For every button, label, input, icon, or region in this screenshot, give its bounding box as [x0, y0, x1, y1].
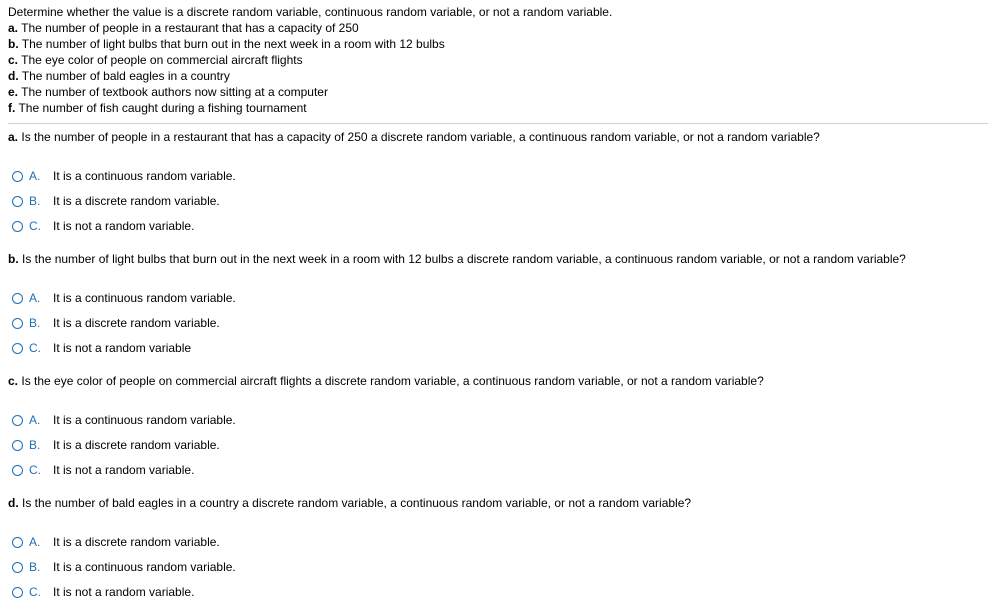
- radio-button[interactable]: [12, 465, 23, 476]
- intro-item-text: The number of fish caught during a fishing tournament: [18, 101, 307, 115]
- question-a-option-b[interactable]: [12, 192, 220, 210]
- question-b: [8, 251, 906, 267]
- intro-item: [8, 52, 988, 68]
- option-letter: A.: [29, 535, 41, 549]
- radio-button[interactable]: [12, 221, 23, 232]
- intro-item-letter: e.: [8, 85, 19, 99]
- option-text: It is a discrete random variable.: [53, 316, 220, 330]
- radio-button[interactable]: [12, 293, 23, 304]
- option-text: It is not a random variable.: [53, 219, 195, 233]
- option-letter: B.: [29, 194, 41, 208]
- intro-item-letter: f.: [8, 101, 16, 115]
- question-letter: b.: [8, 252, 19, 266]
- question-d-option-a[interactable]: [12, 533, 220, 551]
- question-c-option-a[interactable]: [12, 411, 236, 429]
- intro-item-text: The number of people in a restaurant that has a capacity of 250: [21, 21, 359, 35]
- option-text: It is not a random variable: [53, 341, 192, 355]
- radio-button[interactable]: [12, 171, 23, 182]
- intro-item-text: The eye color of people on commercial aircraft flights: [21, 53, 303, 67]
- intro-item-letter: b.: [8, 37, 19, 51]
- question-letter: a.: [8, 130, 19, 144]
- option-text: It is a continuous random variable.: [53, 169, 236, 183]
- question-letter: c.: [8, 374, 19, 388]
- intro-item: [8, 100, 988, 116]
- question-text: Is the number of bald eagles in a country a discrete random variable, a continuous random variable, or not a random variable?: [22, 496, 692, 510]
- question-a: [8, 129, 820, 145]
- option-letter: C.: [29, 341, 41, 355]
- intro-item-text: The number of light bulbs that burn out in the next week in a room with 12 bulbs: [21, 37, 445, 51]
- radio-button[interactable]: [12, 318, 23, 329]
- option-letter: A.: [29, 169, 41, 183]
- intro-item: [8, 84, 988, 100]
- question-a-option-a[interactable]: [12, 167, 236, 185]
- radio-button[interactable]: [12, 587, 23, 598]
- question-text: Is the eye color of people on commercial aircraft flights a discrete random variable, a continuous random variable, or not a random variable?: [21, 374, 764, 388]
- question-c-option-b[interactable]: [12, 436, 220, 454]
- section-divider: [8, 123, 988, 124]
- intro-item: [8, 68, 988, 84]
- option-letter: C.: [29, 463, 41, 477]
- question-d-option-c[interactable]: [12, 583, 194, 601]
- option-letter: B.: [29, 316, 41, 330]
- question-d: [8, 495, 691, 511]
- option-text: It is a continuous random variable.: [53, 560, 236, 574]
- option-letter: A.: [29, 291, 41, 305]
- option-text: It is a continuous random variable.: [53, 291, 236, 305]
- option-text: It is a discrete random variable.: [53, 438, 220, 452]
- question-b-option-b[interactable]: [12, 314, 220, 332]
- radio-button[interactable]: [12, 562, 23, 573]
- question-letter: d.: [8, 496, 19, 510]
- intro-item-letter: c.: [8, 53, 19, 67]
- intro-item: [8, 20, 988, 36]
- intro-item-letter: a.: [8, 21, 19, 35]
- question-d-option-b[interactable]: [12, 558, 236, 576]
- option-text: It is a discrete random variable.: [53, 194, 220, 208]
- question-b-option-c[interactable]: [12, 339, 191, 357]
- option-letter: B.: [29, 438, 41, 452]
- intro-item-letter: d.: [8, 69, 19, 83]
- question-c-option-c[interactable]: [12, 461, 194, 479]
- question-text: Is the number of light bulbs that burn out in the next week in a room with 12 bulbs a discrete random variable, a continuous random variable, or not a random variable?: [22, 252, 906, 266]
- option-letter: C.: [29, 585, 41, 599]
- question-a-option-c[interactable]: [12, 217, 194, 235]
- option-letter: A.: [29, 413, 41, 427]
- question-text: Is the number of people in a restaurant that has a capacity of 250 a discrete random variable, a continuous random variable, or not a random variable?: [21, 130, 820, 144]
- radio-button[interactable]: [12, 440, 23, 451]
- radio-button[interactable]: [12, 343, 23, 354]
- radio-button[interactable]: [12, 537, 23, 548]
- option-text: It is a continuous random variable.: [53, 413, 236, 427]
- problem-statement: [8, 4, 988, 116]
- intro-item: [8, 36, 988, 52]
- option-letter: B.: [29, 560, 41, 574]
- intro-item-text: The number of textbook authors now sitting at a computer: [21, 85, 328, 99]
- option-text: It is a discrete random variable.: [53, 535, 220, 549]
- question-c: [8, 373, 764, 389]
- radio-button[interactable]: [12, 415, 23, 426]
- intro-item-text: The number of bald eagles in a country: [21, 69, 230, 83]
- question-b-option-a[interactable]: [12, 289, 236, 307]
- instruction-text: Determine whether the value is a discrete random variable, continuous random variable, or not a random variable.: [8, 5, 613, 19]
- option-letter: C.: [29, 219, 41, 233]
- radio-button[interactable]: [12, 196, 23, 207]
- option-text: It is not a random variable.: [53, 463, 195, 477]
- option-text: It is not a random variable.: [53, 585, 195, 599]
